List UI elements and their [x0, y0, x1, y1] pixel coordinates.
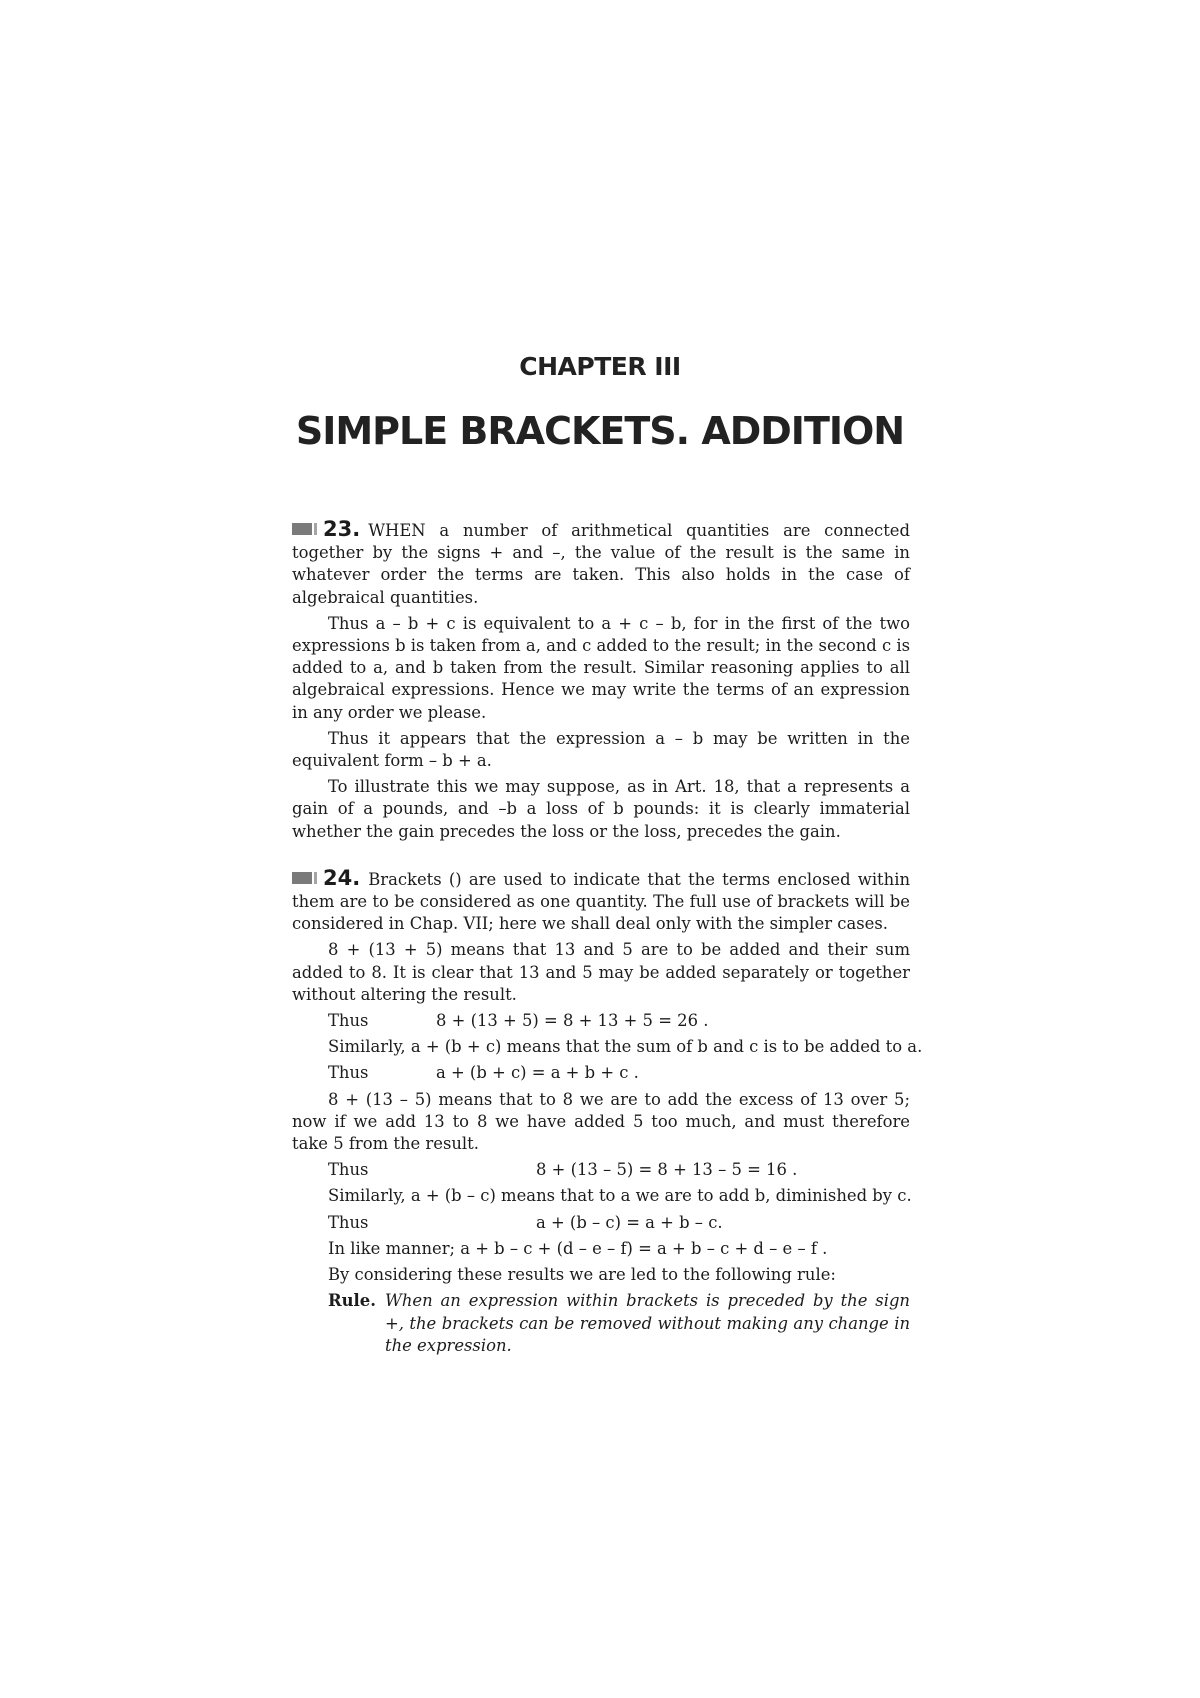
section-23: [292, 518, 910, 843]
equation: 8 + (13 – 5) = 8 + 13 – 5 = 16 .: [536, 1160, 798, 1180]
rule-text: When an expression within brackets is preceded by the sign +, the brackets can be removed without making any change in the expression.: [385, 1291, 910, 1355]
equation-lead: Thus: [328, 1160, 369, 1180]
equation: 8 + (13 + 5) = 8 + 13 + 5 = 26 .: [436, 1011, 709, 1031]
chapter-title: SIMPLE BRACKETS. ADDITION: [295, 409, 905, 453]
equation-row: [292, 1159, 910, 1181]
text-row: Similarly, a + (b – c) means that to a we are to add b, diminished by c.: [328, 1186, 912, 1206]
section-marker-bar-icon: [314, 523, 317, 535]
text-row: In like manner; a + b – c + (d – e – f) = a + b – c + d – e – f .: [328, 1238, 828, 1258]
equation-row: [292, 1212, 910, 1234]
paragraph: [292, 518, 910, 609]
rule-label: Rule.: [328, 1291, 376, 1311]
section-marker-bar-icon: [314, 872, 317, 884]
equation: a + (b + c) = a + b + c .: [436, 1063, 639, 1083]
paragraph-text: WHEN a number of arithmetical quantities are connected together by the signs + and –, the value of the result is the same in whatever order the terms are taken. This also holds in the case of algebraical quantities.: [292, 521, 910, 607]
paragraph: Thus a – b + c is equivalent to a + c – b, for in the first of the two expressions b is taken from a, and c added to the result; in the second c is added to a, and b taken from the result. Similar reasoning applies to all algebraical expressions. Hence we may write the terms of an expression in any order we please.: [292, 613, 911, 722]
equation-lead: Thus: [328, 1011, 369, 1031]
text-row: By considering these results we are led to the following rule:: [328, 1265, 836, 1285]
section-number: 23.: [323, 517, 361, 541]
section-marker-icon: [292, 872, 312, 884]
chapter-body: [292, 517, 923, 1357]
equation-row: [292, 1062, 910, 1084]
paragraph-text: Brackets () are used to indicate that the terms enclosed within them are to be considered as one quantity. The full use of brackets will be considered in Chap. VII; here we shall deal only with the simpler cases.: [292, 869, 910, 934]
text-row: Similarly, a + (b + c) means that the sum of b and c is to be added to a.: [328, 1037, 923, 1057]
paragraph: [292, 867, 910, 936]
equation-lead: Thus: [328, 1063, 369, 1083]
equation-row: [292, 1010, 910, 1032]
section-marker-icon: [292, 523, 312, 535]
rule-block: [292, 1290, 910, 1357]
paragraph: 8 + (13 – 5) means that to 8 we are to add the excess of 13 over 5; now if we add 13 to 8 we have added 5 too much, and must therefore take 5 from the result.: [292, 1089, 910, 1154]
section-number: 24.: [323, 865, 361, 890]
section-24: [292, 865, 923, 1357]
equation: a + (b – c) = a + b – c.: [536, 1212, 723, 1232]
chapter-label: CHAPTER III: [519, 352, 681, 381]
paragraph: Thus it appears that the expression a – b may be written in the equivalent form – b + a.: [292, 728, 910, 771]
paragraph: To illustrate this we may suppose, as in Art. 18, that a represents a gain of a pounds, and –b a loss of b pounds: it is clearly immaterial whether the gain precedes the loss or the loss, precedes the gain.: [292, 777, 910, 841]
equation-lead: Thus: [328, 1212, 369, 1232]
paragraph: 8 + (13 + 5) means that 13 and 5 are to be added and their sum added to 8. It is clear that 13 and 5 may be added separately or together without altering the result.: [292, 940, 910, 1004]
